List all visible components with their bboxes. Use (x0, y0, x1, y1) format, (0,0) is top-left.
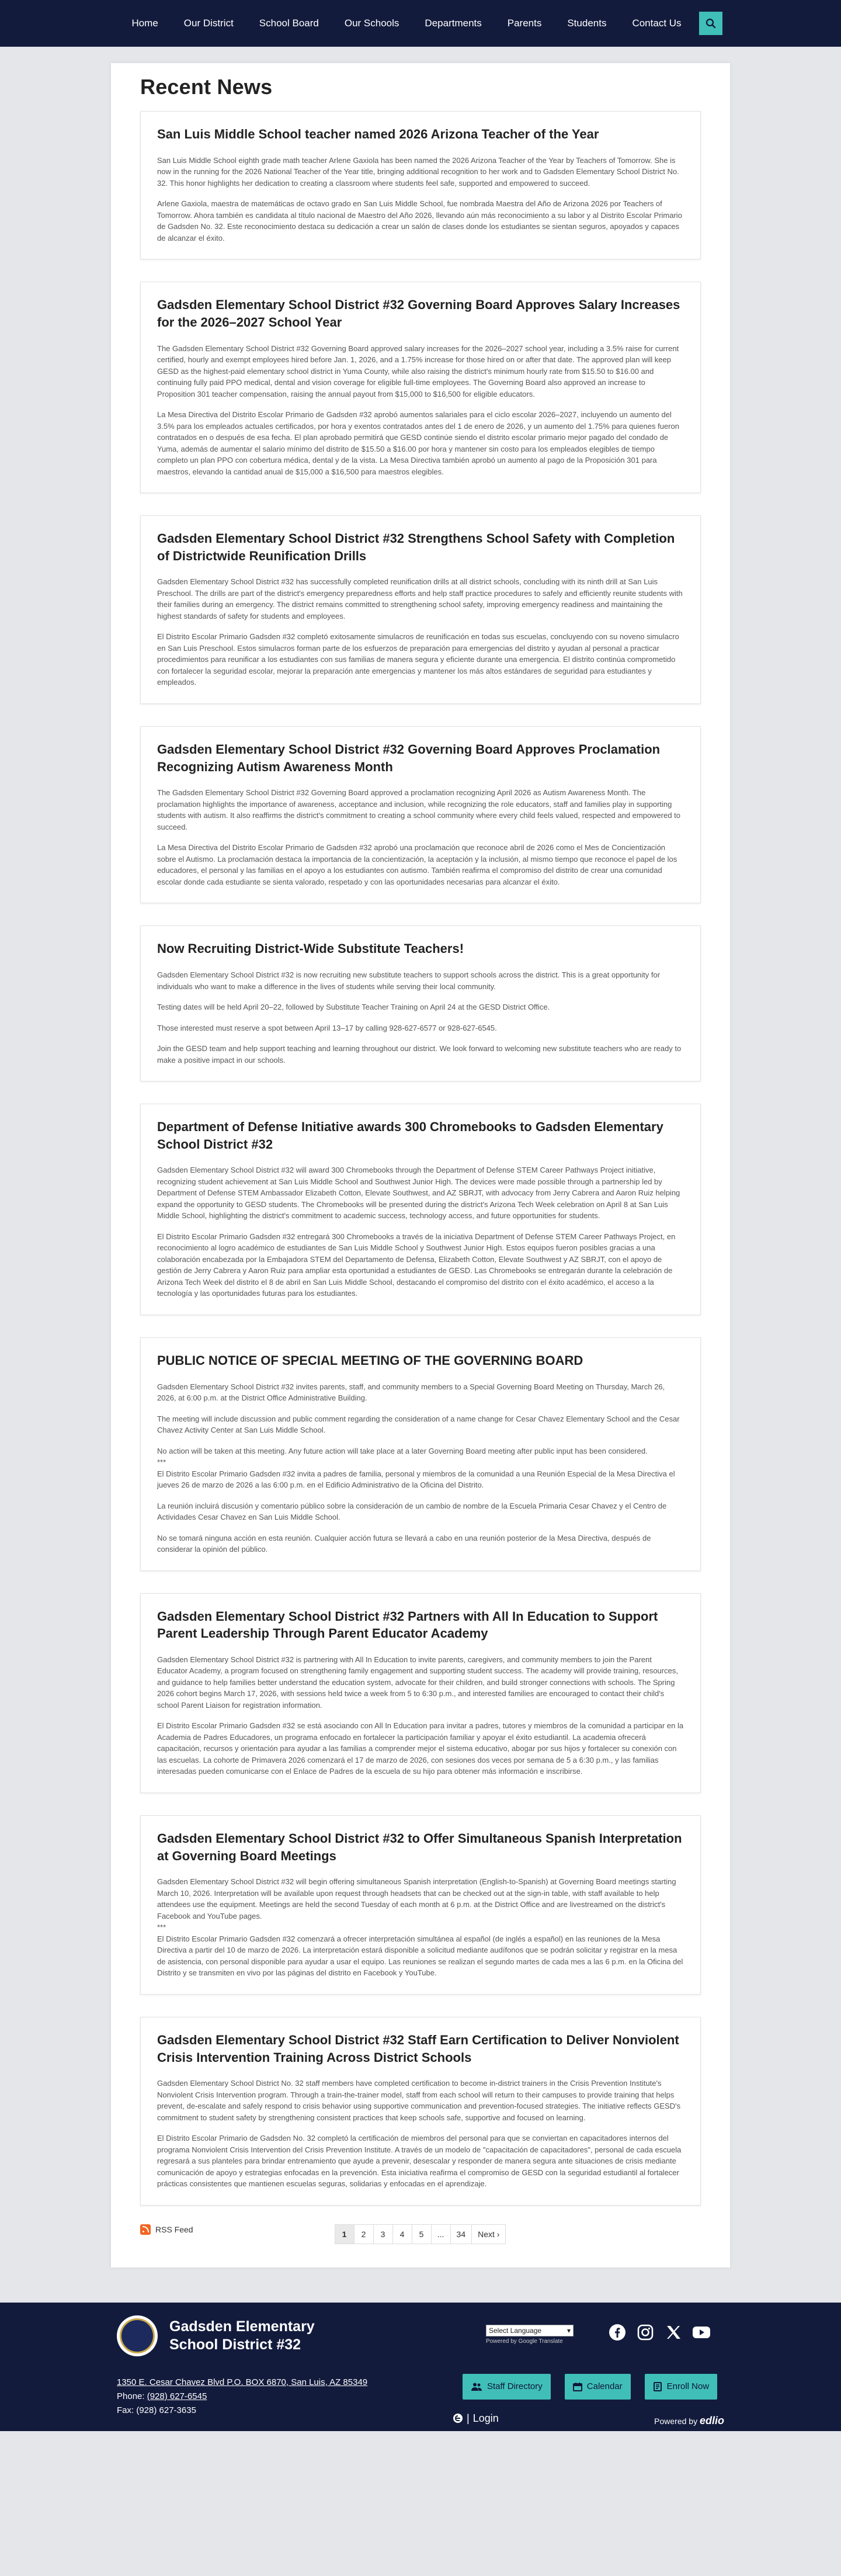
news-article-paragraph: Gadsden Elementary School District No. 32 staff members have completed certification to become in-district trainers in the Crisis Prevention Institute's Nonviolent Crisis Intervention program. Through a train-the-trainer model, staff from each school will return to their campuses to provide training that helps prevent, de-escalate and safely respond to crisis behavior using supportive communication and prevention-focused strategies. The initiative reflects GESD's commitment to student safety by strengthening consistent practices that keep schools safe, supportive and focused on learning. (157, 2079, 681, 2122)
nav-item-contact-us[interactable]: Contact Us (632, 18, 682, 29)
nav-item-our-district[interactable]: Our District (183, 18, 234, 29)
news-article-paragraph: La Mesa Directiva del Distrito Escolar Primario de Gadsden #32 aprobó aumentos salariales para el ciclo escolar 2026–2027, incluyendo un aumento del 3.5% para los empleados actuales certificados, por hora y exentos contratados antes del 1 de enero de 2026, y un aumento del 1.75% para quienes fueron contratados en o después de esa fecha. El plan aprobado permitirá que GESD continúe siendo el distrito escolar primario mejor pagado del condado de Yuma, además de aumentar el salario mínimo del distrito de $15.50 a $16.00 por hora y mantener sin costo para los empleados elegibles de tiempo completo un plan PPO con cobertura médica, dental y de la vista. La Mesa Directiva también aprobó un aumento al pago de la Proposición 301 para maestros, elevando la cantidad anual de $15,000 a $16,500 para maestros elegibles. (157, 410, 679, 476)
nav-item-parents[interactable]: Parents (507, 18, 542, 29)
nav-menu (119, 18, 694, 29)
login-label: Login (472, 2412, 499, 2424)
news-list (140, 111, 701, 2206)
news-article-paragraph: Gadsden Elementary School District #32 will award 300 Chromebooks through the Department of Defense STEM Career Pathways Project initiative, recognizing student achievement at San Luis Middle School and Southwest Junior High. The devices were made possible through a partnership led by Department of Defense STEM Ambassador Elizabeth Cotton, Elevate Southwest, and AZ SBRJT, with advocacy from Jerry Cabrera and Aaron Ruiz helping expand the opportunity to GESD students. The Chromebooks will be presented during the district's Arizona Tech Week celebration on April 8 at San Luis Middle School, highlighting the district's commitment to academic success, technology access, and future opportunities for students. (157, 1166, 680, 1221)
footer-phone-link[interactable]: (928) 627-6545 (147, 2391, 207, 2401)
news-article-paragraph: La Mesa Directiva del Distrito Escolar Primario de Gadsden #32 aprobó una proclamación que reconoce abril de 2026 como el Mes de Concientización sobre el Autismo. La proclamación destaca la importancia de la concientización, la aceptación y la inclusión, al mismo tiempo que reconoce el papel de los educadores, el personal y las familias en el apoyo a los estudiantes con autismo. También reafirma el compromiso del distrito de crear una comunidad escolar donde cada estudiante se sienta valorado, respetado y con las oportunidades necesarias para alcanzar el éxito. (157, 843, 677, 886)
people-icon (471, 2382, 482, 2391)
main-content (111, 63, 730, 2268)
news-article-paragraph: San Luis Middle School eighth grade math teacher Arlene Gaxiola has been named the 2026 Arizona Teacher of the Year by Teachers of Tomorrow. She is now in the running for the 2026 National Teacher of the Year title, bringing additional recognition to her work and to Gadsden Elementary School District No. 32. This honor highlights her dedication to creating a classroom where students feel safe, supported and empowered to succeed. (157, 155, 679, 188)
enroll-now-label: Enroll Now (666, 2381, 710, 2392)
news-article (140, 515, 701, 704)
news-article-paragraph: El Distrito Escolar Primario Gadsden #32 entregará 300 Chromebooks a través de la iniciativa Department of Defense STEM Career Pathways Project, en reconocimiento al logro académico de estudiantes de San Luis Middle School y Southwest Junior High. Estos equipos fueron posibles gracias a una colaboración encabezada por la Embajadora STEM del Departamento de Defensa, Elizabeth Cotton, Elevate Southwest y AZ SBRJT, con el apoyo de gestión de Jerry Cabrera y Aaron Ruiz para ampliar esta oportunidad a estudiantes de GESD. Las Chromebooks se entregarán durante la celebración de Arizona Tech Week del distrito el 8 de abril en San Luis Middle School, destacando el compromiso del distrito con el éxito académico, el acceso a la tecnología y las oportunidades futuras para los estudiantes. (157, 1232, 676, 1298)
news-article-paragraph: Those interested must reserve a spot between April 13–17 by calling 928-627-6577 or 928-627-6545. (157, 1023, 497, 1032)
pagination-page-4[interactable]: 4 (392, 2224, 412, 2244)
pagination-ellipsis: ... (431, 2224, 451, 2244)
nav-item-home[interactable]: Home (131, 18, 158, 29)
news-article-paragraph: The Gadsden Elementary School District #32 Governing Board approved salary increases for the 2026–2027 school year, including a 3.5% raise for current certified, hourly and exempt employees hired before Jan. 1, 2026, and a 1.75% increase for those hired on or after that date. The approved plan will keep GESD as the highest-paid elementary school district in Yuma County, while also raising the district's minimum hourly rate from $15.50 to $16.00 and continuing fully paid PPO medical, dental and vision coverage for eligible full-time employees. The Governing Board also approved an increase to Proposition 301 teacher compensation, raising the annual payout from $15,000 to $16,500 for eligible educators. (157, 344, 679, 398)
powered-by-brand: edlio (699, 2414, 724, 2426)
news-article-title[interactable]: Gadsden Elementary School District #32 Governing Board Approves Salary Increases for the 2026–2027 School Year (157, 297, 680, 330)
news-article-title[interactable]: Gadsden Elementary School District #32 Strengthens School Safety with Completion of Districtwide Reunification Drills (157, 531, 675, 563)
news-article-paragraph: El Distrito Escolar Primario Gadsden #32 se está asociando con All In Education para invitar a padres, tutores y miembros de la comunidad a participar en la Academia de Padres Educadores, un programa enfocado en fortalecer la participación familiar y apoyar el éxito estudiantil. La academia ofrecerá capacitación, recursos y orientación para ayudar a las familias a comprender mejor el sistema educativo, abogar por sus hijos y fortalecer su conexión con las escuelas. La cohorte de Primavera 2026 comenzará el 17 de marzo de 2026, con sesiones dos veces por semana de 5 a 6:30 p.m., y las familias interesadas pueden comunicarse con el Enlace de Padres de la escuela de su hijo para obtener más información e inscribirse. (157, 1721, 684, 1776)
footer-district-name-line1: Gadsden Elementary (169, 2318, 315, 2335)
news-article (140, 925, 701, 1081)
news-article (140, 282, 701, 493)
footer-phone (117, 2390, 367, 2404)
powered-by-label: Powered by (654, 2416, 698, 2426)
news-article-title[interactable]: Gadsden Elementary School District #32 to Offer Simultaneous Spanish Interpretation at Governing Board Meetings (157, 1830, 682, 1863)
news-article-paragraph: The Gadsden Elementary School District #32 Governing Board approved a proclamation recognizing April 2026 as Autism Awareness Month. The proclamation highlights the importance of awareness, acceptance and inclusion, while recognizing the role educators, staff and families play in supporting students with autism. It also reaffirms the district's commitment to creating a school community where every child feels valued, respected and empowered to succeed. (157, 788, 681, 831)
search-button[interactable] (699, 12, 722, 35)
x-icon[interactable] (663, 2322, 683, 2342)
rss-label: RSS Feed (155, 2224, 193, 2234)
nav-item-school-board[interactable]: School Board (259, 18, 319, 29)
news-article (140, 1815, 701, 1995)
nav-item-our-schools[interactable]: Our Schools (344, 18, 399, 29)
pagination-page-1[interactable]: 1 (335, 2224, 355, 2244)
district-seal-icon (120, 2318, 155, 2353)
news-article-paragraph: Gadsden Elementary School District #32 invites parents, staff, and community members to a Special Governing Board Meeting on Thursday, March 26, 2026, at 6:00 p.m. at the District Office Administrative Building. (157, 1382, 665, 1403)
news-article-title[interactable]: Gadsden Elementary School District #32 Partners with All In Education to Support Parent Leadership Through Parent Educator Academy (157, 1608, 658, 1641)
calendar-button[interactable] (565, 2374, 631, 2400)
pagination-page-5[interactable]: 5 (412, 2224, 432, 2244)
news-article (140, 1593, 701, 1793)
news-article-title[interactable]: San Luis Middle School teacher named 2026 Arizona Teacher of the Year (157, 127, 599, 141)
calendar-label: Calendar (586, 2381, 623, 2392)
calendar-icon (573, 2382, 582, 2391)
pagination-page-3[interactable]: 3 (373, 2224, 393, 2244)
news-article-paragraph: Gadsden Elementary School District #32 is now recruiting new substitute teachers to support schools across the district. This is a great opportunity for individuals who want to make a difference in the lives of students while serving their local community. (157, 970, 661, 991)
top-navigation (0, 0, 841, 47)
login-divider: | (467, 2412, 470, 2424)
news-article (140, 726, 701, 903)
nav-item-departments[interactable]: Departments (425, 18, 482, 29)
enroll-now-button[interactable] (645, 2374, 718, 2400)
footer-address-link[interactable]: 1350 E. Cesar Chavez Blvd P.O. BOX 6870, San Luis, AZ 85349 (117, 2377, 368, 2387)
news-article-paragraph: La reunión incluirá discusión y comentario público sobre la consideración de un cambio de nombre de la Escuela Primaria Cesar Chavez y el Centro de Actividades Cesar Chavez en San Luis Middle School. (157, 1501, 667, 1522)
search-icon (706, 18, 716, 29)
pagination (140, 2224, 701, 2244)
language-select[interactable] (486, 2325, 574, 2336)
site-footer (0, 2303, 841, 2431)
news-article-paragraph: The meeting will include discussion and public comment regarding the consideration of a name change for Cesar Chavez Elementary School and the Cesar Chavez Activity Center at San Luis Middle School. (157, 1414, 680, 1435)
news-article-paragraph: Gadsden Elementary School District #32 has successfully completed reunification drills at all district schools, concluding with its ninth drill at San Luis Preschool. The drills are part of the district's emergency preparedness efforts and help staff practice procedures to safely and efficiently reunite students with their families during an emergency. The district remains committed to strengthening school safety, improving emergency readiness and maintaining the highest standards of safety for students and employees. (157, 577, 683, 620)
news-article-paragraph: Join the GESD team and help support teaching and learning throughout our district. We look forward to welcoming new substitute teachers who are ready to make a positive impact in our schools. (157, 1044, 682, 1065)
language-select-value: Select Language (489, 2326, 542, 2335)
news-article-paragraph: Gadsden Elementary School District #32 will begin offering simultaneous Spanish interpretation (English-to-Spanish) at Governing Board meetings starting March 10, 2026. Interpretation will be available upon request through headsets that can be checked out at the sign-in table, with staff available to help attendees use the equipment. Meetings are held the second Tuesday of each month at 6 p.m. at the District Office and are livestreamed on the district's Facebook and YouTube pages. *** El Distrito Escolar Primario Gadsden #32 comenzará a ofrecer interpretación simultánea al español (de inglés a español) en las reuniones de la Mesa Directiva a partir del 10 de marzo de 2026. La interpretación estará disponible a solicitud mediante audífonos que se podrán solicitar y registrar en la mesa de asistencia, con personal disponible para ayudar a usar el equipo. Las reuniones se realizan el segundo martes de cada mes a las 6 p.m. en la Oficina del Distrito y se transmiten en vivo por las páginas del distrito en Facebook y YouTube. (157, 1877, 683, 1978)
youtube-icon[interactable] (691, 2322, 711, 2342)
news-article (140, 1104, 701, 1315)
staff-directory-label: Staff Directory (487, 2381, 543, 2392)
news-article-paragraph: No action will be taken at this meeting. Any future action will take place at a later Governing Board meeting after public input has been considered. *** El Distrito Escolar Primario Gadsden #32 invita a padres de familia, personal y miembros de la comunidad a una Reunión Especial de la Mesa Directiva el jueves 26 de marzo de 2026 a las 6:00 p.m. en el Edificio Administrativo de la Oficina del Distrito. (157, 1446, 675, 1490)
news-article-title[interactable]: Gadsden Elementary School District #32 Staff Earn Certification to Deliver Nonviolent Crisis Intervention Training Across District Schools (157, 2032, 679, 2065)
translate-powered-by: Powered by Google Translate (486, 2338, 563, 2345)
news-article-title[interactable]: Gadsden Elementary School District #32 Governing Board Approves Proclamation Recognizing Autism Awareness Month (157, 741, 661, 774)
powered-by-edlio[interactable] (654, 2415, 724, 2427)
translate-widget (486, 2325, 574, 2345)
rss-icon (140, 2224, 151, 2235)
login-link[interactable] (453, 2412, 499, 2425)
news-article-paragraph: Gadsden Elementary School District #32 is partnering with All In Education to invite parents, caregivers, and community members to join the Parent Educator Academy, a program focused on strengthening family engagement and supporting student success. The academy will provide training, resources, and guidance to help families better understand the education system, advocate for their children, and build stronger connections with schools. The Spring 2026 cohort begins March 17, 2026, with sessions held twice a week from 5 to 6:30 p.m., and interested families are encouraged to contact their child's school Parent Liaison for registration information. (157, 1655, 678, 1710)
facebook-icon[interactable] (607, 2322, 627, 2342)
footer-contact (117, 2376, 367, 2418)
footer-district-name-line2: School District #32 (169, 2336, 301, 2353)
news-article-paragraph: El Distrito Escolar Primario de Gadsden No. 32 completó la certificación de miembros del personal para que se conviertan en capacitadores internos del programa Nonviolent Crisis Intervention del Crisis Prevention Institute. A través de un modelo de "capacitación de capacitadores", personal de cada escuela regresará a sus planteles para brindar entrenamiento que ayude a prevenir, desescalar y responder de manera segura ante situaciones de crisis mediante comunicación de apoyo y estrategias enfocadas en la prevención. Esta iniciativa reafirma el compromiso de GESD con la seguridad estudiantil al fortalecer prácticas consistentes que mantienen escuelas seguras, solidarias y enfocadas en el aprendizaje. (157, 2134, 682, 2189)
district-logo[interactable] (117, 2315, 158, 2356)
instagram-icon[interactable] (635, 2322, 655, 2342)
nav-item-students[interactable]: Students (567, 18, 607, 29)
news-article (140, 1337, 701, 1571)
edlio-logo-icon (453, 2413, 463, 2424)
pagination-page-2[interactable]: 2 (354, 2224, 374, 2244)
footer-phone-label: Phone: (117, 2391, 147, 2401)
news-article (140, 2017, 701, 2206)
chevron-down-icon: ▾ (567, 2326, 571, 2335)
news-article-title[interactable]: Department of Defense Initiative awards 300 Chromebooks to Gadsden Elementary School District #32 (157, 1119, 663, 1152)
social-links (607, 2322, 711, 2342)
staff-directory-button[interactable] (463, 2374, 551, 2400)
news-article-paragraph: Arlene Gaxiola, maestra de matemáticas de octavo grado en San Luis Middle School, fue nombrada Maestra del Año de Arizona 2026 por Teachers of Tomorrow. Ahora también es candidata al título nacional de Maestro del Año 2026, llevando aún más reconocimiento a su labor y al Distrito Escolar Primario de Gadsden No. 32. Este reconocimiento destaca su dedicación a crear un salón de clases donde los estudiantes se sientan seguros, apoyados y capaces de alcanzar el éxito. (157, 199, 682, 242)
news-article-paragraph: No se tomará ninguna acción en esta reunión. Cualquier acción futura se llevará a cabo en una reunión posterior de la Mesa Directiva, después de considerar la opinión del público. (157, 1533, 651, 1554)
news-article-title[interactable]: PUBLIC NOTICE OF SPECIAL MEETING OF THE GOVERNING BOARD (157, 1353, 583, 1368)
news-article (140, 111, 701, 259)
footer-district-name (169, 2318, 315, 2355)
news-article-paragraph: Testing dates will be held April 20–22, followed by Substitute Teacher Training on April 24 at the GESD District Office. (157, 1003, 550, 1011)
footer-fax: Fax: (928) 627-3635 (117, 2405, 196, 2415)
pagination-next-button[interactable]: Next › (471, 2224, 506, 2244)
pagination-page-34[interactable]: 34 (450, 2224, 472, 2244)
form-icon (653, 2382, 662, 2391)
page-title: Recent News (140, 75, 273, 99)
footer-quick-links (463, 2374, 717, 2400)
news-article-title[interactable]: Now Recruiting District-Wide Substitute Teachers! (157, 941, 464, 956)
news-article-paragraph: El Distrito Escolar Primario Gadsden #32 completó exitosamente simulacros de reunificación en todas sus escuelas, concluyendo con su noveno simulacro en San Luis Preschool. Estos simulacros forman parte de los esfuerzos de preparación para emergencias del distrito y ayudan al personal a practicar procedimientos para reunificar a los estudiantes con sus familias de manera segura y eficiente durante una emergencia. El distrito continúa comprometido con fortalecer la seguridad escolar, mejorar la preparación ante emergencias y mantener los más altos estándares de seguridad para estudiantes y empleados. (157, 632, 679, 687)
